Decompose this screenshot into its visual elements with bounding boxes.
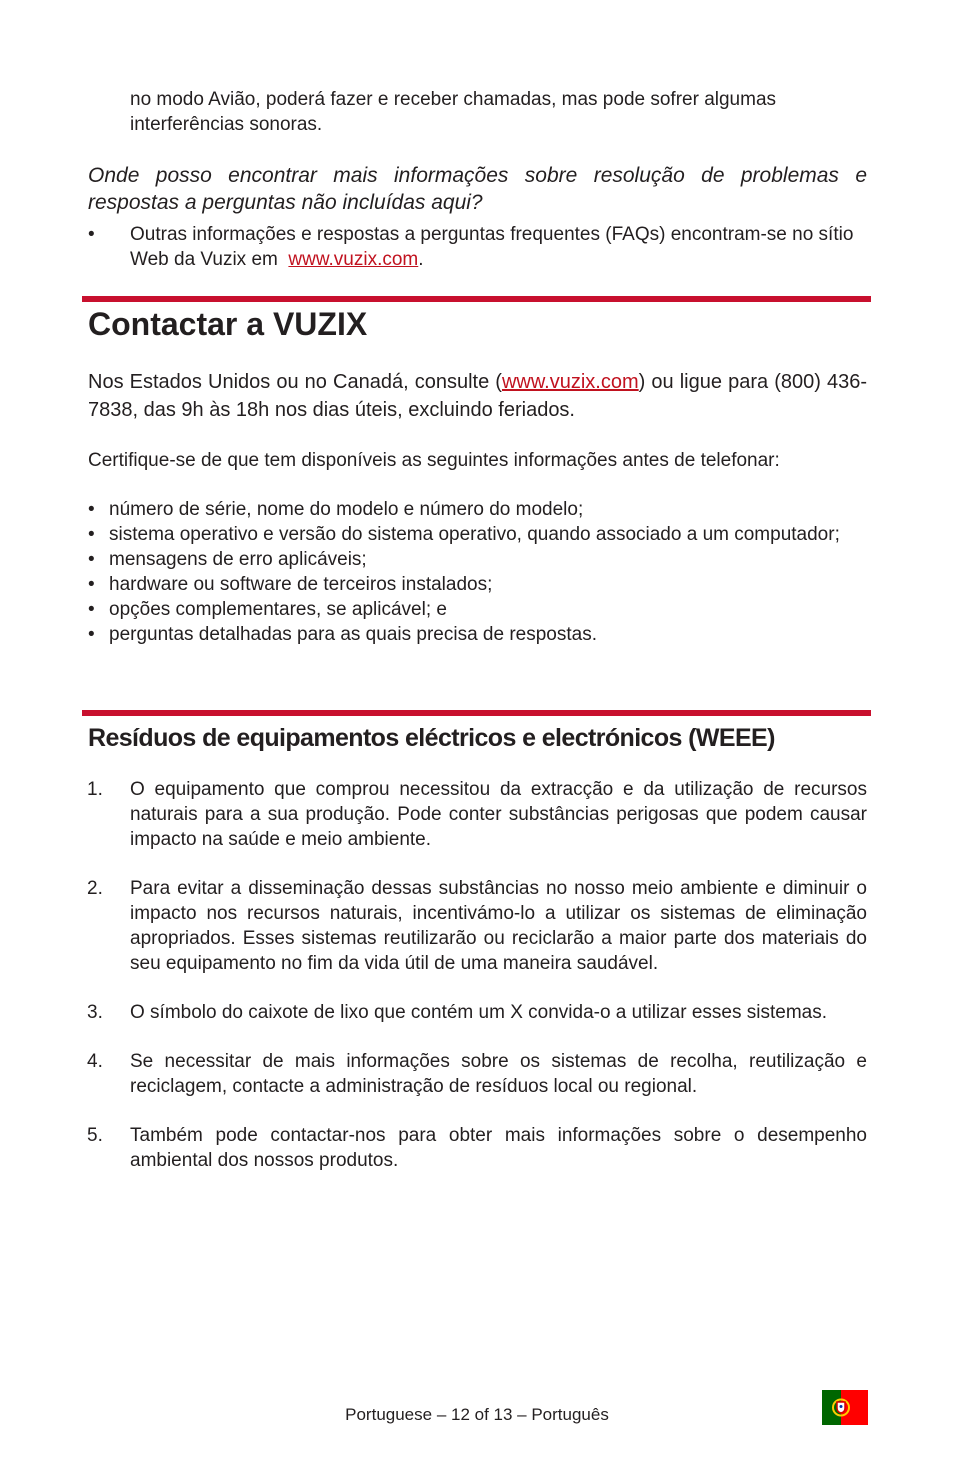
bullet-icon: • [88,599,95,620]
page-footer: Portuguese – 12 of 13 – Português [345,1405,609,1424]
section-divider [82,296,871,302]
faq-question: Onde posso encontrar mais informações sobre resolução de problemas e respostas a perguntas não incluídas aqui? [88,164,867,214]
list-item: 3. O símbolo do caixote de lixo que contém um X convida-o a utilizar esses sistemas. [87,1002,827,1023]
vuzix-website-link[interactable]: www.vuzix.com [501,371,639,393]
list-item: • opções complementares, se aplicável; e [88,599,447,620]
list-item: • número de série, nome do modelo e número do modelo; [88,499,584,520]
faq-answer [88,222,867,272]
list-item: • perguntas detalhadas para as quais precisa de respostas. [88,624,597,645]
bullet-icon: • [88,524,95,545]
weee-heading: Resíduos de equipamentos eléctricos e electrónicos (WEEE) [88,724,775,752]
list-item: 4. Se necessitar de mais informações sobre os sistemas de recolha, reutilização e reciclagem, contacte a administração de resíduos local ou regional. [87,1051,867,1097]
list-number: 4. [87,1051,103,1072]
portugal-flag-icon [822,1390,868,1425]
contact-heading: Contactar a VUZIX [88,306,368,342]
section-divider [82,710,871,716]
continuation-paragraph: no modo Avião, poderá fazer e receber chamadas, mas pode sofrer algumas interferências sonoras. [130,89,777,135]
contact-text-start: Nos Estados Unidos ou no Canadá, consulte ( [88,371,502,393]
contact-text-end: ) ou ligue para (800) 436-7838, das 9h às 18h nos dias úteis, excluindo feriados. [88,371,867,421]
vuzix-website-link[interactable]: www.vuzix.com [288,249,419,270]
list-number: 5. [87,1125,103,1146]
contact-paragraph [88,368,867,424]
list-item: • sistema operativo e versão do sistema operativo, quando associado a um computador; [88,524,840,545]
bullet-icon: • [88,224,95,245]
list-item: 2. Para evitar a disseminação dessas substâncias no nosso meio ambiente e diminuir o impacto nos recursos naturais, incentivámo-lo a utilizar os sistemas de eliminação apropriados. Esses sistemas reutilizarão ou reciclarão a maior parte dos materiais do seu equipamento no fim da vida útil de uma maneira saudável. [87,878,867,974]
bullet-icon: • [88,574,95,595]
contact-info-list [88,497,867,647]
list-item: 1. O equipamento que comprou necessitou da extracção e da utilização de recursos naturais para a sua produção. Pode conter substâncias perigosas que podem causar impacto na saúde e meio ambiente. [87,779,867,850]
contact-instructions: Certifique-se de que tem disponíveis as seguintes informações antes de telefonar: [88,450,780,471]
list-number: 1. [87,779,103,800]
list-item: 5. Também pode contactar-nos para obter mais informações sobre o desempenho ambiental dos nossos produtos. [87,1125,867,1171]
list-item: • hardware ou software de terceiros instalados; [88,574,493,595]
bullet-icon: • [88,499,95,520]
bullet-icon: • [88,624,95,645]
bullet-icon: • [88,549,95,570]
list-item: • mensagens de erro aplicáveis; [88,549,367,570]
list-number: 3. [87,1002,103,1023]
list-number: 2. [87,878,103,899]
faq-answer-text: Outras informações e respostas a perguntas frequentes (FAQs) encontram-se no sítio Web da Vuzix em [130,224,854,270]
weee-list [87,777,867,1197]
faq-answer-end: . [418,249,424,270]
